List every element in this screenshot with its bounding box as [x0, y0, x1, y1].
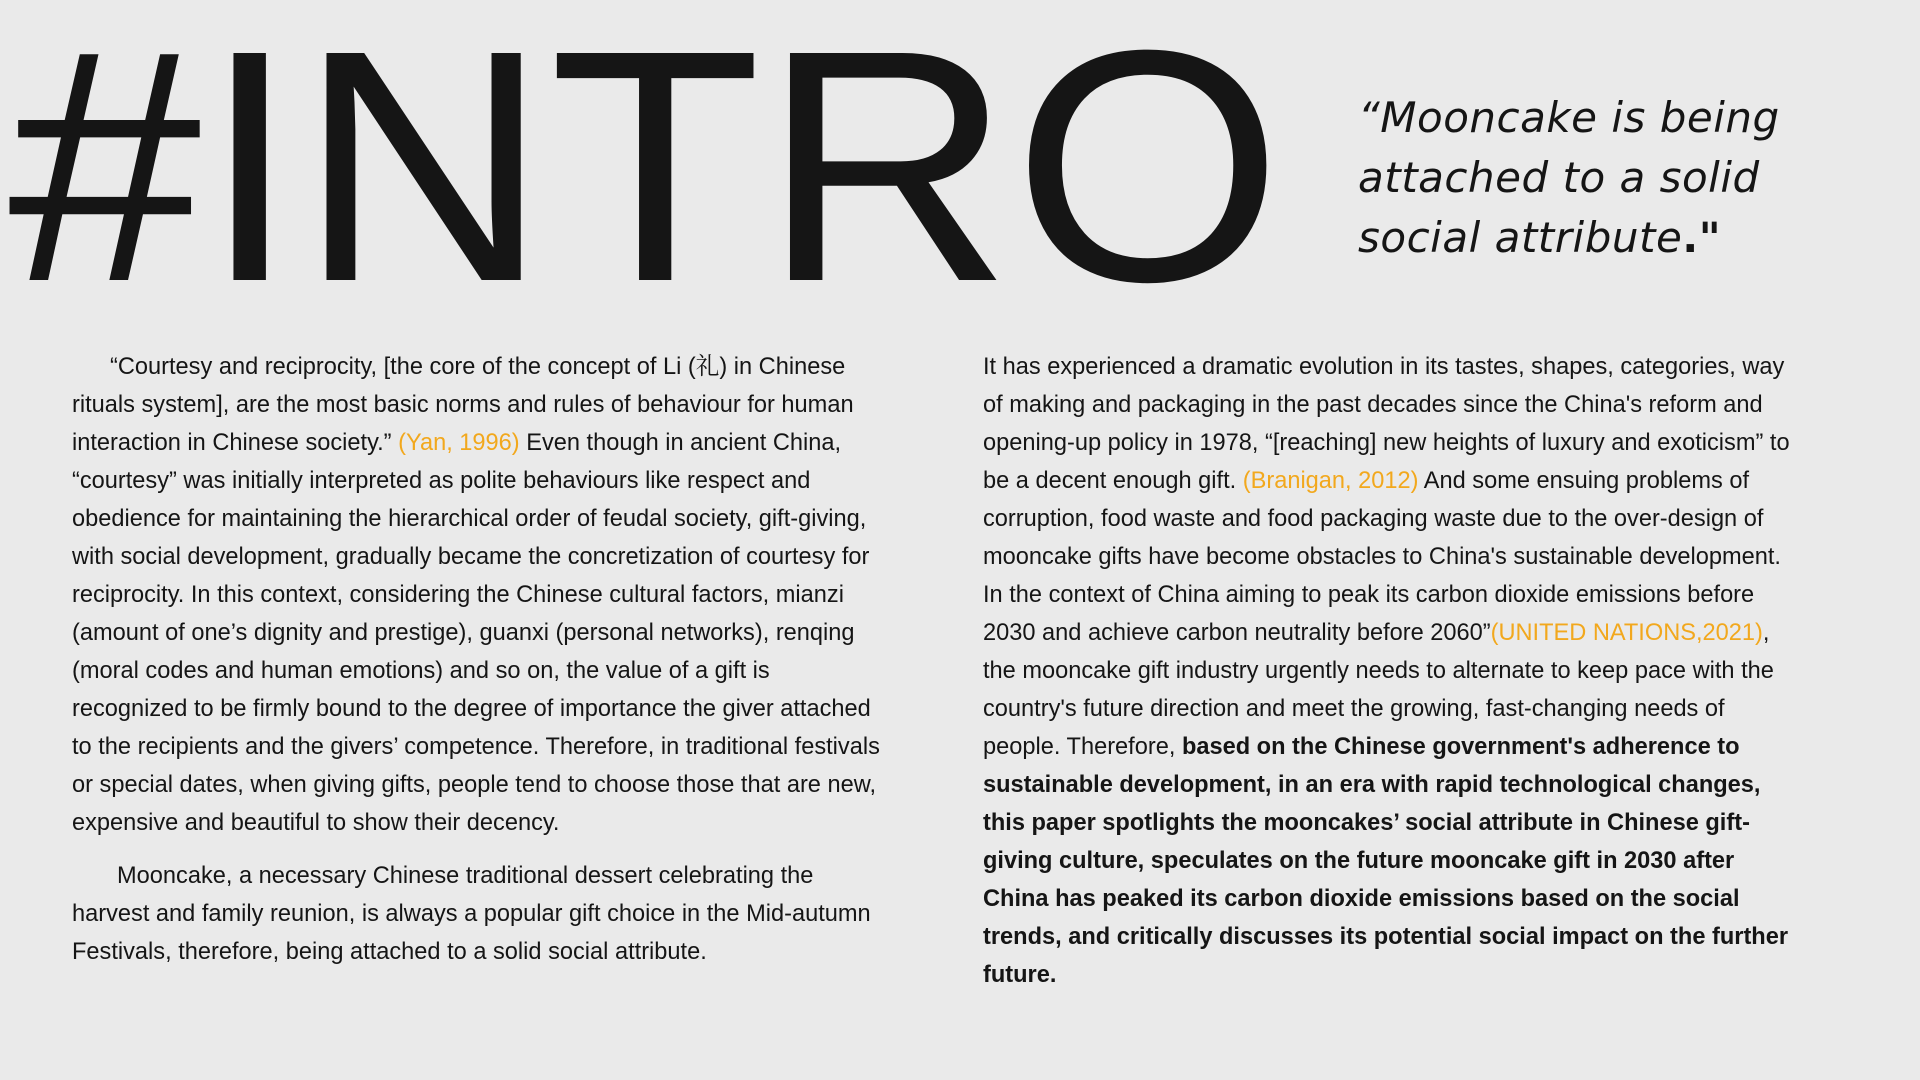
paragraph-text: , the mooncake gift industry urgently needs to alternate to keep pace with the country's future direction and meet the growing, fast-changing needs of people. Therefore,: [983, 620, 1774, 760]
citation-branigan-2012: (Branigan, 2012): [1242, 468, 1419, 494]
paragraph-courtesy: [72, 348, 884, 842]
paragraph-text: Even though in ancient China, “courtesy” was initially interpreted as polite behaviours like respect and obedience for maintaining the hierarchical order of feudal society, gift-giving, with social development, gradually became the concretization of courtesy for reciprocity. In this context, considering the Chinese cultural factors, mianzi (amount of one’s dignity and prestige), guanxi (personal networks), renqing (moral codes and human emotions) and so on, the value of a gift is recognized to be firmly bound to the degree of importance the giver attached to the recipients and the givers’ competence. Therefore, in traditional festivals or special dates, when giving gifts, people tend to choose those that are new, expensive and beautiful to show their decency.: [72, 430, 880, 836]
paragraph-mooncake: Mooncake, a necessary Chinese traditional dessert celebrating the harvest and family reunion, is always a popular gift choice in the Mid-autumn Festivals, therefore, being attached to a solid social attribute.: [72, 863, 871, 965]
citation-united-nations-2021: (UNITED NATIONS,2021): [1490, 620, 1763, 646]
paragraph-evolution: [983, 348, 1795, 994]
paragraph-text: And some ensuing problems of corruption, food waste and food packaging waste due to the over-design of mooncake gifts have become obstacles to China's sustainable development. In the context of China aiming to peak its carbon dioxide emissions before 2030 and achieve carbon neutrality before 2060”: [983, 468, 1781, 646]
left-column: [72, 348, 884, 971]
paragraph-text: It has experienced a dramatic evolution in its tastes, shapes, categories, way of making and packaging in the past decades since the China's reform and opening-up policy in 1978, “[reaching] new heights of luxury and exoticism” to be a decent enough gift.: [983, 354, 1790, 494]
citation-yan-1996: (Yan, 1996): [398, 430, 520, 456]
thesis-statement: based on the Chinese government's adherence to sustainable development, in an era with rapid technological changes, this paper spotlights the mooncakes’ social attribute in Chinese gift-giving culture, speculates on the future mooncake gift in 2030 after China has peaked its carbon dioxide emissions based on the social trends, and critically discusses its potential social impact on the further future.: [983, 734, 1789, 988]
intro-headline-graphic: [0, 0, 1300, 340]
pull-quote: [1358, 88, 1858, 268]
pull-quote-end: .": [1682, 213, 1722, 262]
right-column: [983, 348, 1795, 994]
intro-headline-text: #INTRO: [8, 0, 1283, 340]
paragraph-text: “Courtesy and reciprocity, [the core of the concept of Li (礼) in Chinese rituals system], are the most basic norms and rules of behaviour for human interaction in Chinese society.”: [72, 354, 854, 456]
intro-headline: [0, 0, 1300, 340]
pull-quote-text: “Mooncake is being attached to a solid social attribute: [1358, 93, 1780, 262]
